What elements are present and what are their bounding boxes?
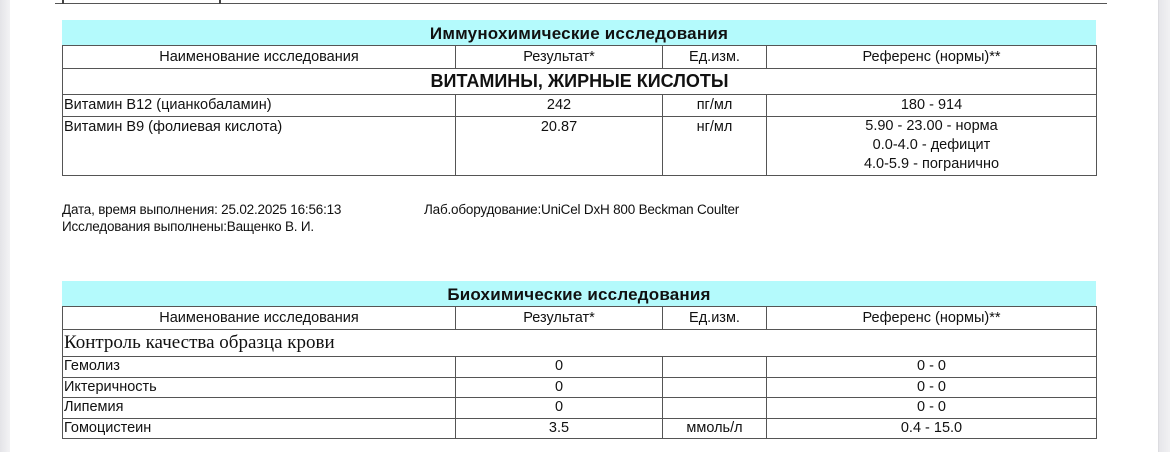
test-result: 242 <box>456 95 663 117</box>
test-name: Липемия <box>63 398 456 419</box>
test-result: 0 <box>456 377 663 398</box>
reference-line-norm: 5.90 - 23.00 - норма <box>865 118 998 134</box>
test-result: 3.5 <box>456 418 663 439</box>
col-header-name: Наименование исследования <box>63 46 456 69</box>
col-header-name: Наименование исследования <box>63 307 456 330</box>
table-row <box>63 95 1097 117</box>
table-header-row <box>63 46 1097 69</box>
test-unit: ммоль/л <box>663 418 767 439</box>
table-header-row <box>63 307 1097 330</box>
test-unit <box>663 377 767 398</box>
immuno-block <box>62 20 1096 176</box>
section-row <box>63 69 1097 95</box>
test-name: Гомоцистеин <box>63 418 456 439</box>
test-reference: 0 - 0 <box>767 398 1097 419</box>
immuno-title: Иммунохимические исследования <box>62 20 1096 45</box>
test-result: 0 <box>456 357 663 378</box>
test-result: 20.87 <box>456 117 663 176</box>
test-unit: пг/мл <box>663 95 767 117</box>
test-name: Иктеричность <box>63 377 456 398</box>
previous-table-fragment <box>55 0 1107 4</box>
test-unit <box>663 398 767 419</box>
test-reference: 0.4 - 15.0 <box>767 418 1097 439</box>
col-header-unit: Ед.изм. <box>663 307 767 330</box>
biochem-table <box>62 306 1097 439</box>
biochem-title: Биохимические исследования <box>62 281 1096 306</box>
table-row <box>63 117 1097 176</box>
execution-date: Дата, время выполнения: 25.02.2025 16:56:13 <box>62 202 342 217</box>
test-name: Витамин B12 (цианкобаламин) <box>63 95 456 117</box>
col-header-unit: Ед.изм. <box>663 46 767 69</box>
table-row <box>63 377 1097 398</box>
test-reference: 180 - 914 <box>767 95 1097 117</box>
test-result: 0 <box>456 398 663 419</box>
reference-line-borderline: 4.0-5.9 - погранично <box>863 156 1000 172</box>
test-reference <box>767 117 1097 176</box>
section-title: Контроль качества образца крови <box>63 330 1097 357</box>
reference-line-deficit: 0.0-4.0 - дефицит <box>872 137 991 153</box>
table-row <box>63 357 1097 378</box>
table-row <box>63 398 1097 419</box>
col-header-result: Результат* <box>456 46 663 69</box>
test-name: Витамин B9 (фолиевая кислота) <box>63 117 456 176</box>
col-header-reference: Референс (нормы)** <box>767 307 1097 330</box>
section-row <box>63 330 1097 357</box>
section-title: ВИТАМИНЫ, ЖИРНЫЕ КИСЛОТЫ <box>63 69 1097 95</box>
scrollbar-track[interactable] <box>1158 0 1170 452</box>
test-reference: 0 - 0 <box>767 377 1097 398</box>
table-row <box>63 418 1097 439</box>
biochem-block <box>62 281 1096 439</box>
test-unit <box>663 357 767 378</box>
test-name: Гемолиз <box>63 357 456 378</box>
lab-equipment: Лаб.оборудование:UniCel DxH 800 Beckman Coulter <box>424 202 740 217</box>
col-header-reference: Референс (нормы)** <box>767 46 1097 69</box>
page-left-margin <box>0 0 10 452</box>
col-header-result: Результат* <box>456 307 663 330</box>
execution-info <box>62 201 739 235</box>
test-unit: нг/мл <box>663 117 767 176</box>
performer: Исследования выполнены:Ващенко В. И. <box>62 219 314 234</box>
immuno-table <box>62 45 1097 176</box>
test-reference: 0 - 0 <box>767 357 1097 378</box>
